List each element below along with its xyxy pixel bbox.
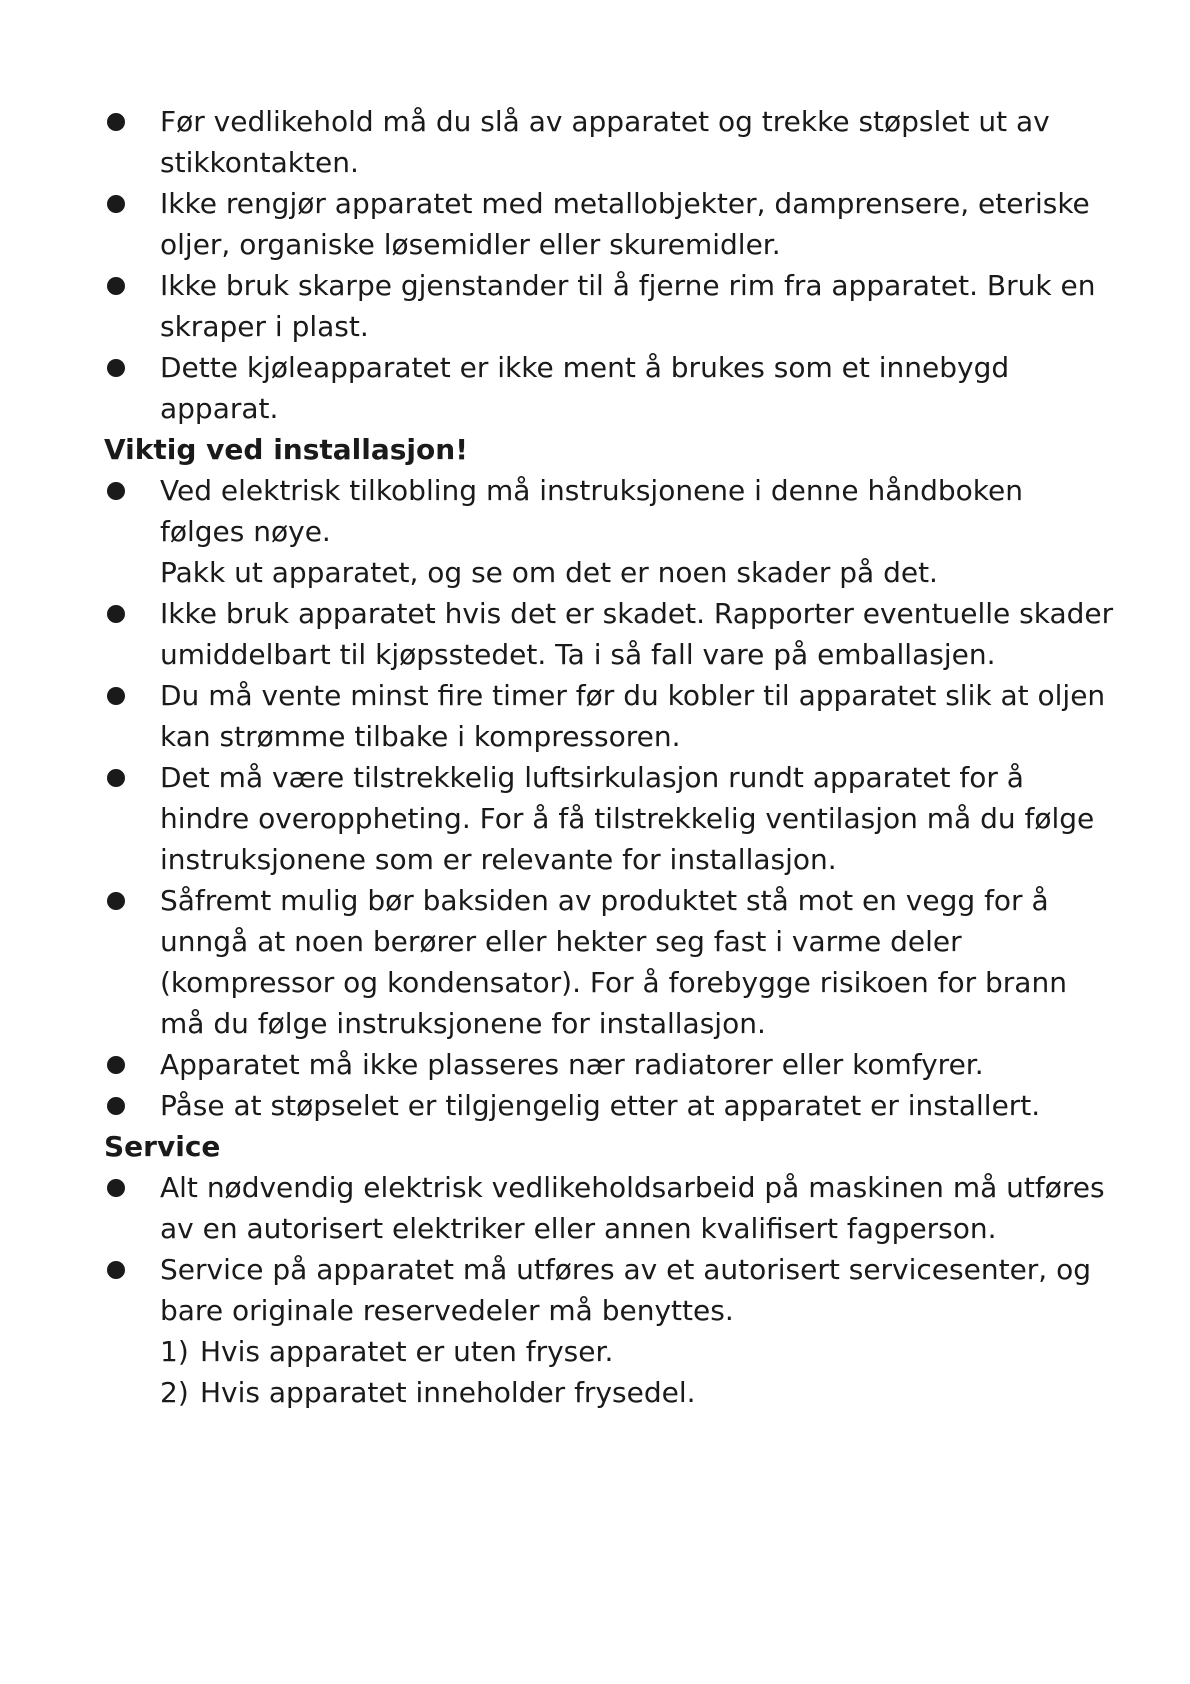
list-item-text: Du må vente minst fire timer før du kobler til apparatet slik at oljen [160,679,1106,712]
list-item-text: kan strømme tilbake i kompressoren. [160,720,681,753]
list-item-text: (kompressor og kondensator). For å forebygge risikoen for brann [160,966,1067,999]
list-item-text: Pakk ut apparatet, og se om det er noen skader på det. [160,556,938,589]
list-item [104,675,1104,757]
list-item-text: Apparatet må ikke plasseres nær radiatorer eller komfyrer. [160,1048,984,1081]
list-item-text: Såfremt mulig bør baksiden av produktet stå mot en vegg for å [160,884,1049,917]
list-item-text: Ved elektrisk tilkobling må instruksjonene i denne håndboken [160,474,1023,507]
list-item-text: umiddelbart til kjøpsstedet. Ta i så fall vare på emballasjen. [160,638,996,671]
list-item-text: Service på apparatet må utføres av et autorisert servicesenter, og [160,1253,1092,1286]
installation-list [104,470,1114,1126]
list-item [104,1044,1104,1085]
list-item-text: Påse at støpselet er tilgjengelig etter at apparatet er installert. [160,1089,1041,1122]
list-item-text: hindre overoppheting. For å få tilstrekkelig ventilasjon må du følge [160,802,1095,835]
bullet-icon [107,113,125,131]
bullet-icon [107,605,125,623]
list-item-text: skraper i plast. [160,310,369,343]
bullet-icon [107,769,125,787]
list-item-text: av en autorisert elektriker eller annen kvalifisert fagperson. [160,1212,997,1245]
list-item-text: Dette kjøleapparatet er ikke ment å brukes som et innebygd [160,351,1010,384]
list-item [104,1249,1104,1331]
list-item-text: apparat. [160,392,279,425]
bullet-icon [107,1261,125,1279]
list-item [104,593,1114,675]
list-item-text: bare originale reservedeler må benyttes. [160,1294,734,1327]
bullet-icon [107,1097,125,1115]
list-item-text: må du følge instruksjonene for installasjon. [160,1007,766,1040]
list-item-text: Før vedlikehold må du slå av apparatet og trekke støpslet ut av [160,105,1050,138]
footnote-text: Hvis apparatet er uten fryser. [200,1335,614,1368]
list-item [104,1167,1104,1249]
bullet-icon [107,482,125,500]
footnote-number: 2) [160,1376,189,1409]
bullet-icon [107,1179,125,1197]
bullet-icon [107,687,125,705]
list-item-text: Det må være tilstrekkelig luftsirkulasjon rundt apparatet for å [160,761,1024,794]
footnote [104,1372,1104,1413]
list-item-text: stikkontakten. [160,146,359,179]
installation-heading: Viktig ved installasjon! [104,433,468,466]
list-item [104,101,1104,183]
maintenance-list [104,101,1104,429]
list-item-text: instruksjonene som er relevante for installasjon. [160,843,837,876]
service-heading: Service [104,1130,221,1163]
list-item-text: følges nøye. [160,515,331,548]
list-item-text: Ikke rengjør apparatet med metallobjekter, damprensere, eteriske [160,187,1090,220]
list-item-text: Ikke bruk apparatet hvis det er skadet. Rapporter eventuelle skader [160,597,1114,630]
footnote [104,1331,1104,1372]
footnote-text: Hvis apparatet inneholder frysedel. [200,1376,696,1409]
list-item [104,183,1104,265]
list-item [104,757,1104,880]
footnote-number: 1) [160,1335,189,1368]
document-page [104,101,1114,1413]
bullet-icon [107,359,125,377]
list-item [104,880,1104,1044]
list-item-text: oljer, organiske løsemidler eller skuremidler. [160,228,781,261]
list-item [104,347,1104,429]
footnotes [104,1331,1104,1413]
list-item-text: Alt nødvendig elektrisk vedlikeholdsarbeid på maskinen må utføres [160,1171,1105,1204]
list-item [104,470,1104,593]
bullet-icon [107,892,125,910]
service-list [104,1167,1104,1331]
list-item-text: unngå at noen berører eller hekter seg fast i varme deler [160,925,962,958]
bullet-icon [107,195,125,213]
bullet-icon [107,277,125,295]
list-item [104,1085,1104,1126]
bullet-icon [107,1056,125,1074]
list-item-text: Ikke bruk skarpe gjenstander til å fjerne rim fra apparatet. Bruk en [160,269,1096,302]
list-item [104,265,1104,347]
